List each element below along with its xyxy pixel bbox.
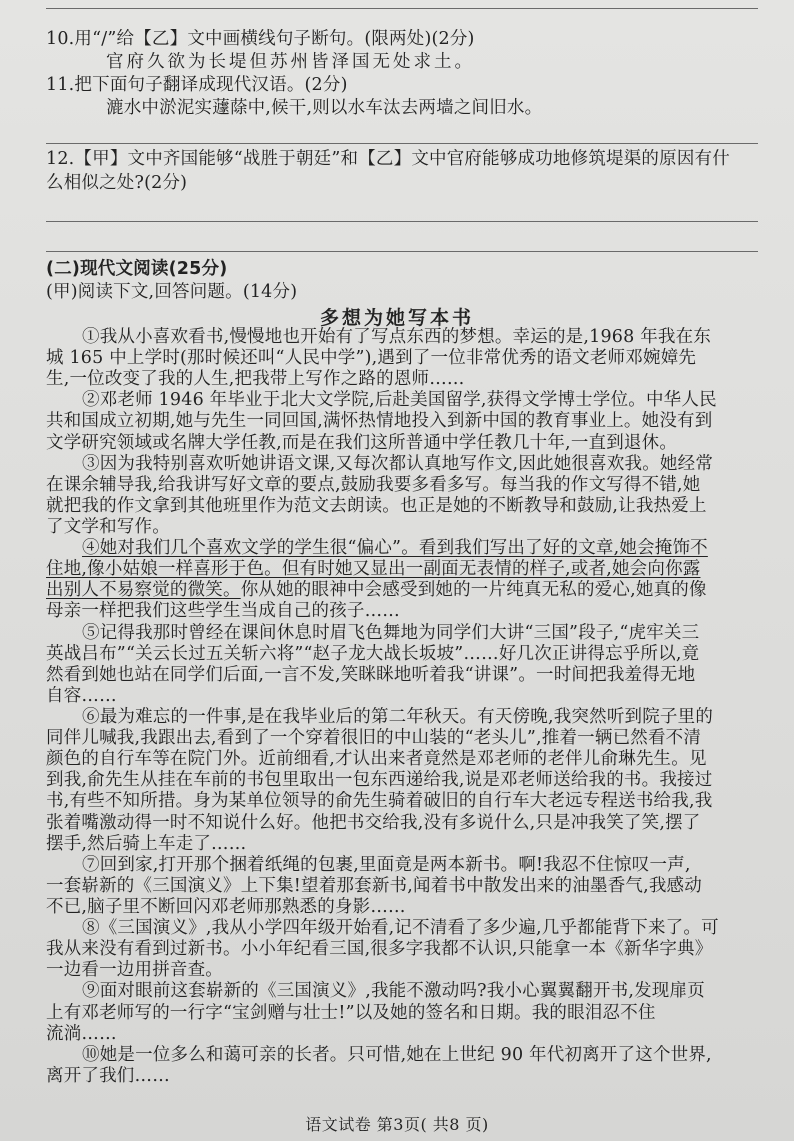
para-line: ⑦回到家,打开那个捆着纸绳的包裹,里面竟是两本新书。啊!我忍不住惊叹一声, [82,854,691,875]
para-line: ⑨面对眼前这套崭新的《三国演义》,我能不激动吗?我小心翼翼翻开书,发现扉页 [82,981,705,1002]
underlined-sentence: 出别人不易察觉的微笑。 [46,580,241,601]
para-line: 我从来没有看到过新书。小小年纪看三国,很多字我都不认识,只能拿一本《新华字典》 [46,939,713,960]
para-line: 颜色的自行车等在院门外。近前细看,才认出来者竟然是邓老师的老伴儿俞琳先生。见 [46,749,707,770]
para-line: 不已,脑子里不断回闪邓老师那熟悉的身影…… [46,896,406,917]
question-12-line1: 12.【甲】文中齐国能够“战胜于朝廷”和【乙】文中官府能够成功地修筑堤渠的原因有什 [46,149,730,169]
para-line: 文学研究领域或名牌大学任教,而是在我们这所普通中学任教几十年,一直到退休。 [46,432,678,453]
question-11-text: 漉水中淤泥实蘧蒢中,候干,则以水车汰去两墙之间旧水。 [106,98,543,118]
para-line: ⑤记得我那时曾经在课间休息时眉飞色舞地为同学们大讲“三国”段子,“虎牢关三 [82,622,700,643]
para-line: 自容…… [46,685,117,706]
question-10-prompt: 10.用“/”给【乙】文中画横线句子断句。(限两处)(2分) [46,29,475,49]
para-line: 离开了我们…… [46,1065,170,1086]
para-text: 你从她的眼神中会感受到她的一片纯真无私的爱心,她真的像 [240,580,707,601]
para-line: ②邓老师 1946 年毕业于北大文学院,后赴美国留学,获得文学博士学位。中华人民 [82,390,717,411]
para-line: 母亲一样把我们这些学生当成自己的孩子…… [46,601,400,622]
para-line: 同伴儿喊我,我跟出去,看到了一个穿着很旧的中山装的“老头儿”,推着一辆已然看不清 [46,728,702,749]
para-line: 城 165 中上学时(那时候还叫“人民中学”),遇到了一位非常优秀的语文老师邓婉嫜先 [46,348,697,369]
para-line: ⑩她是一位多么和蔼可亲的长者。只可惜,她在上世纪 90 年代初离开了这个世界, [82,1044,712,1065]
answer-line[interactable] [46,8,758,9]
para-line [46,580,707,601]
section-heading: (二)现代文阅读(25分) [46,259,228,279]
para-line: 张着嘴激动得一时不知说什么好。他把书交给我,没有多说什么,只是冲我笑了笑,摆了 [46,812,701,833]
para-line: ⑥最为难忘的一件事,是在我毕业后的第二年秋天。有天傍晚,我突然听到院子里的 [82,706,714,727]
para-line: ③因为我特别喜欢听她讲语文课,又每次都认真地写作文,因此她很喜欢我。她经常 [82,453,714,474]
question-10-text: 官府久欲为长堤但苏州皆泽国无处求土。 [106,52,475,72]
para-line: 了文学和写作。 [46,517,170,537]
para-line: 到我,俞先生从挂在车前的书包里取出一包东西递给我,说是邓老师送给我的书。我接过 [46,770,713,791]
para-line: 摆手,然后骑上车走了…… [46,833,247,854]
para-line: 在课余辅导我,给我讲写好文章的要点,鼓励我要多看多写。每当我的作文写得不错,她 [46,474,701,495]
para-line: 就把我的作文拿到其他班里作为范文去朗读。也正是她的不断教导和鼓励,让我热爱上 [46,495,707,516]
section-subheading: (甲)阅读下文,回答问题。(14分) [46,282,298,302]
answer-line[interactable] [46,221,758,222]
para-line: ⑧《三国演义》,我从小学四年级开始看,记不清看了多少遍,几乎都能背下来了。可 [82,918,719,938]
para-line: 书,有些不知所措。身为某单位领导的俞先生骑着破旧的自行车大老远专程送书给我,我 [46,791,713,812]
para-line: 一边看一边用拼音查。 [46,960,223,981]
para-line: 生,一位改变了我的人生,把我带上写作之路的恩师…… [46,369,465,390]
para-line: 上有邓老师写的一行字“宝剑赠与壮士!”以及她的签名和日期。我的眼泪忍不住 [46,1002,656,1023]
para-line: 英战吕布”“关云长过五关斩六将”“赵子龙大战长坂坡”……好几次正讲得忘乎所以,竟 [46,643,700,664]
question-11-prompt: 11.把下面句子翻译成现代汉语。(2分) [46,75,348,95]
answer-line[interactable] [46,251,758,252]
para-line-underlined: ④她对我们几个喜欢文学的学生很“偏心”。看到我们写出了好的文章,她会掩饰不 [82,538,708,559]
answer-line[interactable] [46,143,758,144]
para-line: ①我从小喜欢看书,慢慢地也开始有了写点东西的梦想。幸运的是,1968 年我在东 [82,327,712,347]
para-line: 流淌…… [46,1023,117,1044]
page-footer: 语文试卷 第3页( 共8 页) [305,1115,489,1134]
para-line: 然看到她也站在同学们后面,一言不发,笑眯眯地听着我“讲课”。一时间把我羞得无地 [46,664,696,685]
para-line: 共和国成立初期,她与先生一同回国,满怀热情地投入到新中国的教育事业上。她没有到 [46,411,713,432]
para-line-underlined: 住地,像小姑娘一样喜形于色。但有时她又显出一副面无表情的样子,或者,她会向你露 [46,559,701,580]
question-12-line2: 么相似之处?(2分) [46,173,188,193]
para-line: 一套崭新的《三国演义》上下集!望着那套新书,闻着书中散发出来的油墨香气,我感动 [46,875,702,896]
article-title: 多想为她写本书 [319,307,474,329]
